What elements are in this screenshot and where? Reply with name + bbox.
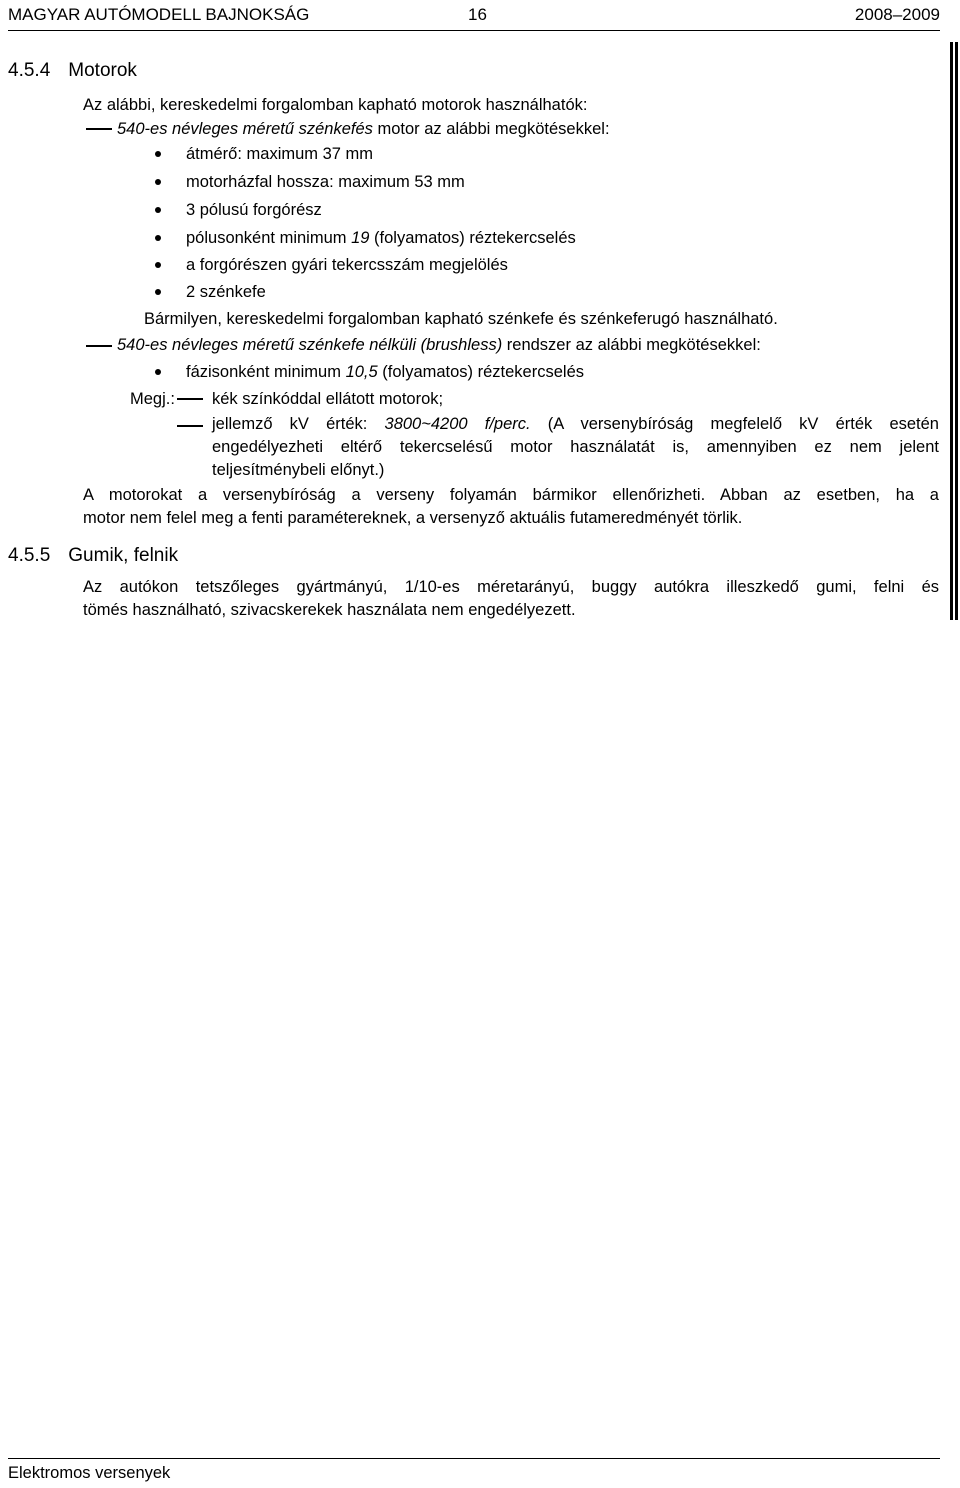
- brushed-item-poles: 3 pólusú forgórész: [186, 201, 322, 219]
- page-header: [8, 5, 940, 27]
- section-heading-tires: [8, 545, 178, 567]
- dash-bullet: [177, 398, 203, 400]
- section-title: Motorok: [68, 60, 137, 81]
- brushless-item-winding: fázisonként minimum 10,5 (folyamatos) réztekercselés: [186, 363, 585, 381]
- tires-paragraph: Az autókon tetszőleges gyártmányú, 1/10-es méretarányú, buggy autókra illeszkedő gumi, felni és tömés használható, szivacskerekek használata nem engedélyezett.: [83, 578, 939, 619]
- section-title: Gumik, felnik: [68, 545, 179, 566]
- bullet-dot: [155, 369, 161, 375]
- bullet-dot: [155, 262, 161, 268]
- brushed-item-winding: pólusonként minimum 19 (folyamatos) réztekercselés: [186, 229, 576, 247]
- brush-note: Bármilyen, kereskedelmi forgalomban kapható szénkefe és szénkeferugó használható.: [144, 310, 778, 328]
- note-item-kv: jellemző kV érték: 3800~4200 f/perc. (A versenybíróság megfelelő kV érték esetén engedélyezheti eltérő tekercselésű motor használatát is, amennyiben ez nem jelent teljesítménybeli előnyt.): [212, 415, 939, 479]
- header-years: 2008–2009: [854, 5, 940, 24]
- bullet-dot: [155, 151, 161, 157]
- footer-text: Elektromos versenyek: [8, 1464, 171, 1482]
- header-title: MAGYAR AUTÓMODELL BAJNOKSÁG: [8, 5, 310, 24]
- brushed-lead: 540-es névleges méretű szénkefés motor az alábbi megkötésekkel:: [117, 120, 610, 138]
- change-bar-1: [950, 42, 953, 620]
- bullet-dot: [155, 289, 161, 295]
- bullet-dot: [155, 179, 161, 185]
- dash-bullet: [177, 425, 203, 427]
- footer-rule: [8, 1458, 940, 1459]
- header-page-number: 16: [468, 5, 487, 24]
- bullet-dot: [155, 207, 161, 213]
- bullet-dot: [155, 235, 161, 241]
- note-label: Megj.:: [130, 390, 175, 408]
- section-number: 4.5.4: [8, 60, 51, 81]
- brushed-item-marking: a forgórészen gyári tekercsszám megjelölés: [186, 256, 508, 274]
- header-rule: [8, 30, 940, 31]
- dash-bullet: [86, 345, 112, 347]
- brushless-lead: 540-es névleges méretű szénkefe nélküli (brushless) rendszer az alábbi megkötésekkel:: [117, 336, 761, 354]
- motors-check-paragraph: A motorokat a versenybíróság a verseny folyamán bármikor ellenőrizheti. Abban az esetben, ha a motor nem felel meg a fenti paramétereknek, a versenyző aktuális futameredményét törlik.: [83, 486, 939, 527]
- brushed-item-brushes: 2 szénkefe: [186, 283, 266, 301]
- section-heading-motors: [8, 60, 137, 82]
- note-item-color-code: kék színkóddal ellátott motorok;: [212, 390, 444, 408]
- brushed-item-diameter: átmérő: maximum 37 mm: [186, 145, 374, 163]
- section-number: 4.5.5: [8, 545, 51, 566]
- brushed-item-length: motorházfal hossza: maximum 53 mm: [186, 173, 465, 191]
- change-bar-2: [955, 42, 958, 620]
- motors-intro: Az alábbi, kereskedelmi forgalomban kapható motorok használhatók:: [83, 96, 588, 114]
- dash-bullet: [86, 128, 112, 130]
